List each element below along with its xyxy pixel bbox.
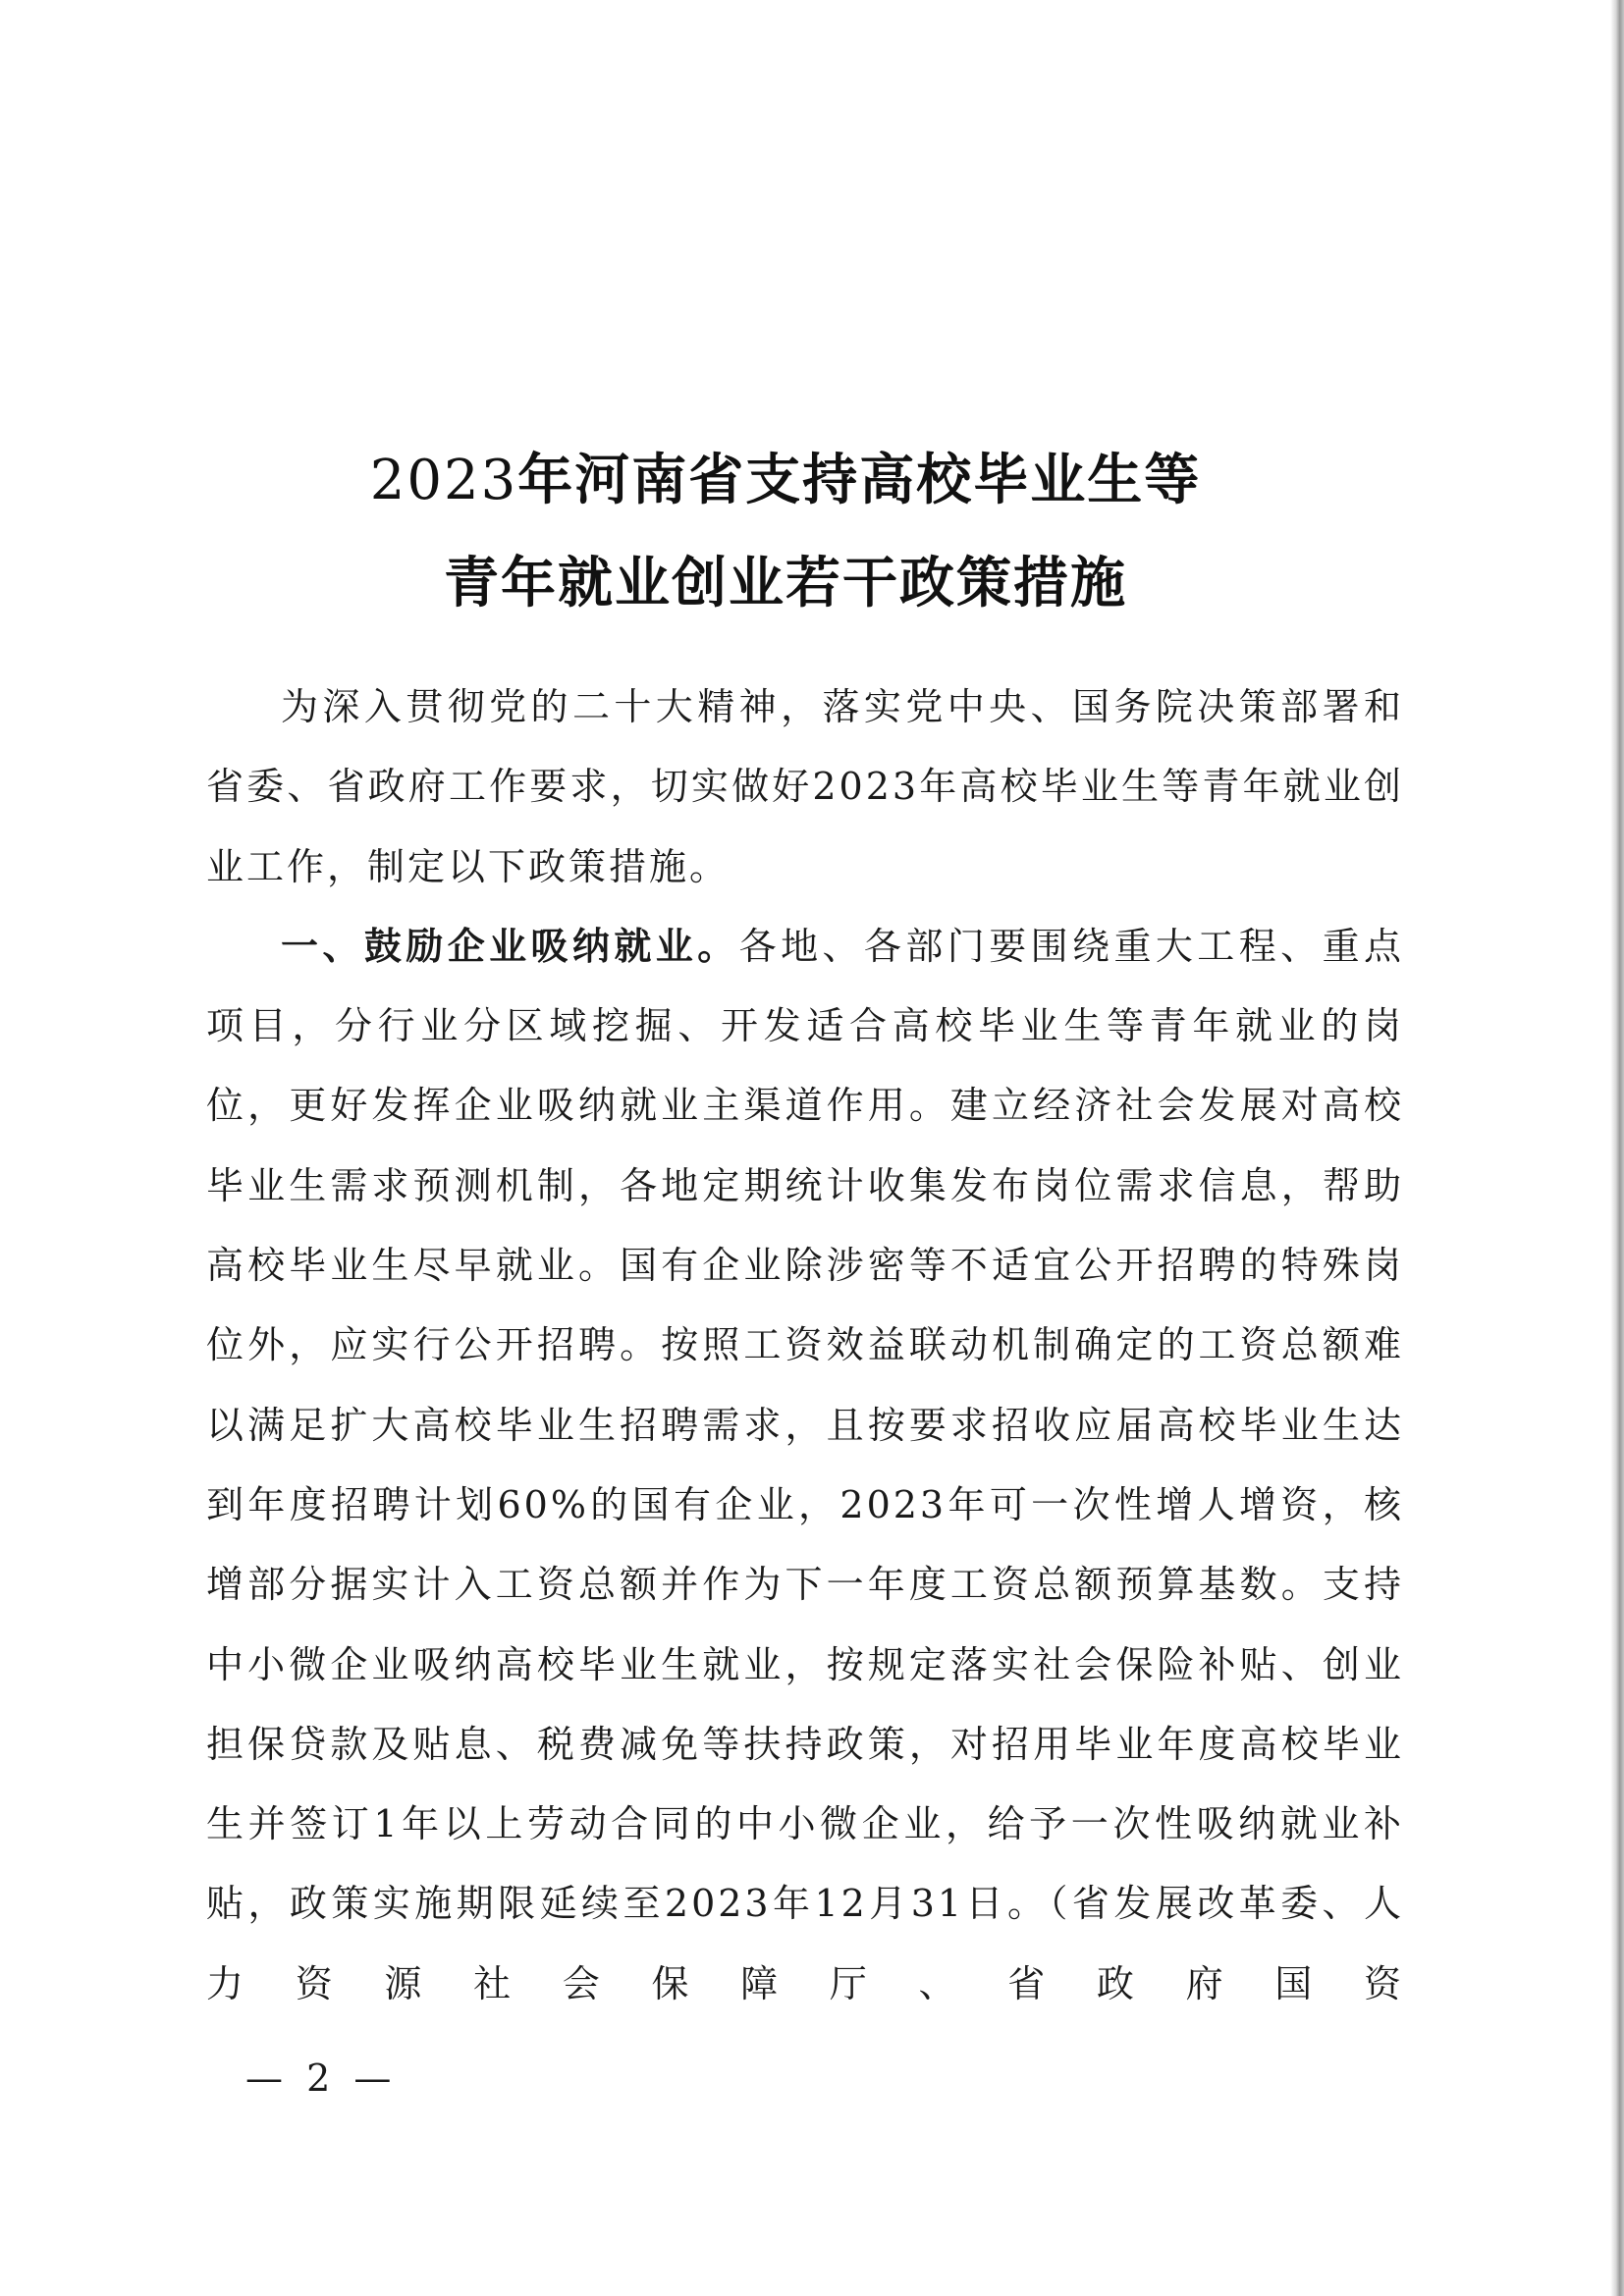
section-body: 各地、各部门要围绕重大工程、重点项目，分行业分区域挖掘、开发适合高校毕业生等青年就业的岗位，更好发挥企业吸纳就业主渠道作用。建立经济社会发展对高校毕业生需求预测机制，各地定期统计收集发布岗位需求信息，帮助高校毕业生尽早就业。国有企业除涉密等不适宜公开招聘的特殊岗位外，应实行公开招聘。按照工资效益联动机制确定的工资总额难以满足扩大高校毕业生招聘需求，且按要求招收应届高校毕业生达到年度招聘计划60%的国有企业，2023年可一次性增人增资，核增部分据实计入工资总额并作为下一年度工资总额预算基数。支持中小微企业吸纳高校毕业生就业，按规定落实社会保险补贴、创业担保贷款及贴息、税费减免等扶持政策，对招用毕业年度高校毕业生并签订1年以上劳动合同的中小微企业，给予一次性吸纳就业补贴，政策实施期限延续至2023年12月31日。（省发展改革委、人力资源社会保障厅、省政府国资 — [206, 924, 1404, 2005]
document-body — [206, 667, 1404, 2024]
title-year: 2023 — [369, 449, 518, 512]
page-number: — 2 — — [245, 2056, 398, 2100]
paragraph-section-1 — [206, 907, 1404, 2024]
document-title-line-1 — [0, 437, 1571, 515]
scan-edge-shadow — [1610, 0, 1624, 2296]
document-title-line-2: 青年就业创业若干政策措施 — [444, 552, 1127, 615]
section-heading: 一、鼓励企业吸纳就业。 — [281, 924, 739, 968]
title-line-1-text: 年河南省支持高校毕业生等 — [517, 449, 1202, 512]
paragraph-intro: 为深入贯彻党的二十大精神，落实党中央、国务院决策部署和省委、省政府工作要求，切实做好2023年高校毕业生等青年就业创业工作，制定以下政策措施。 — [206, 685, 1404, 888]
